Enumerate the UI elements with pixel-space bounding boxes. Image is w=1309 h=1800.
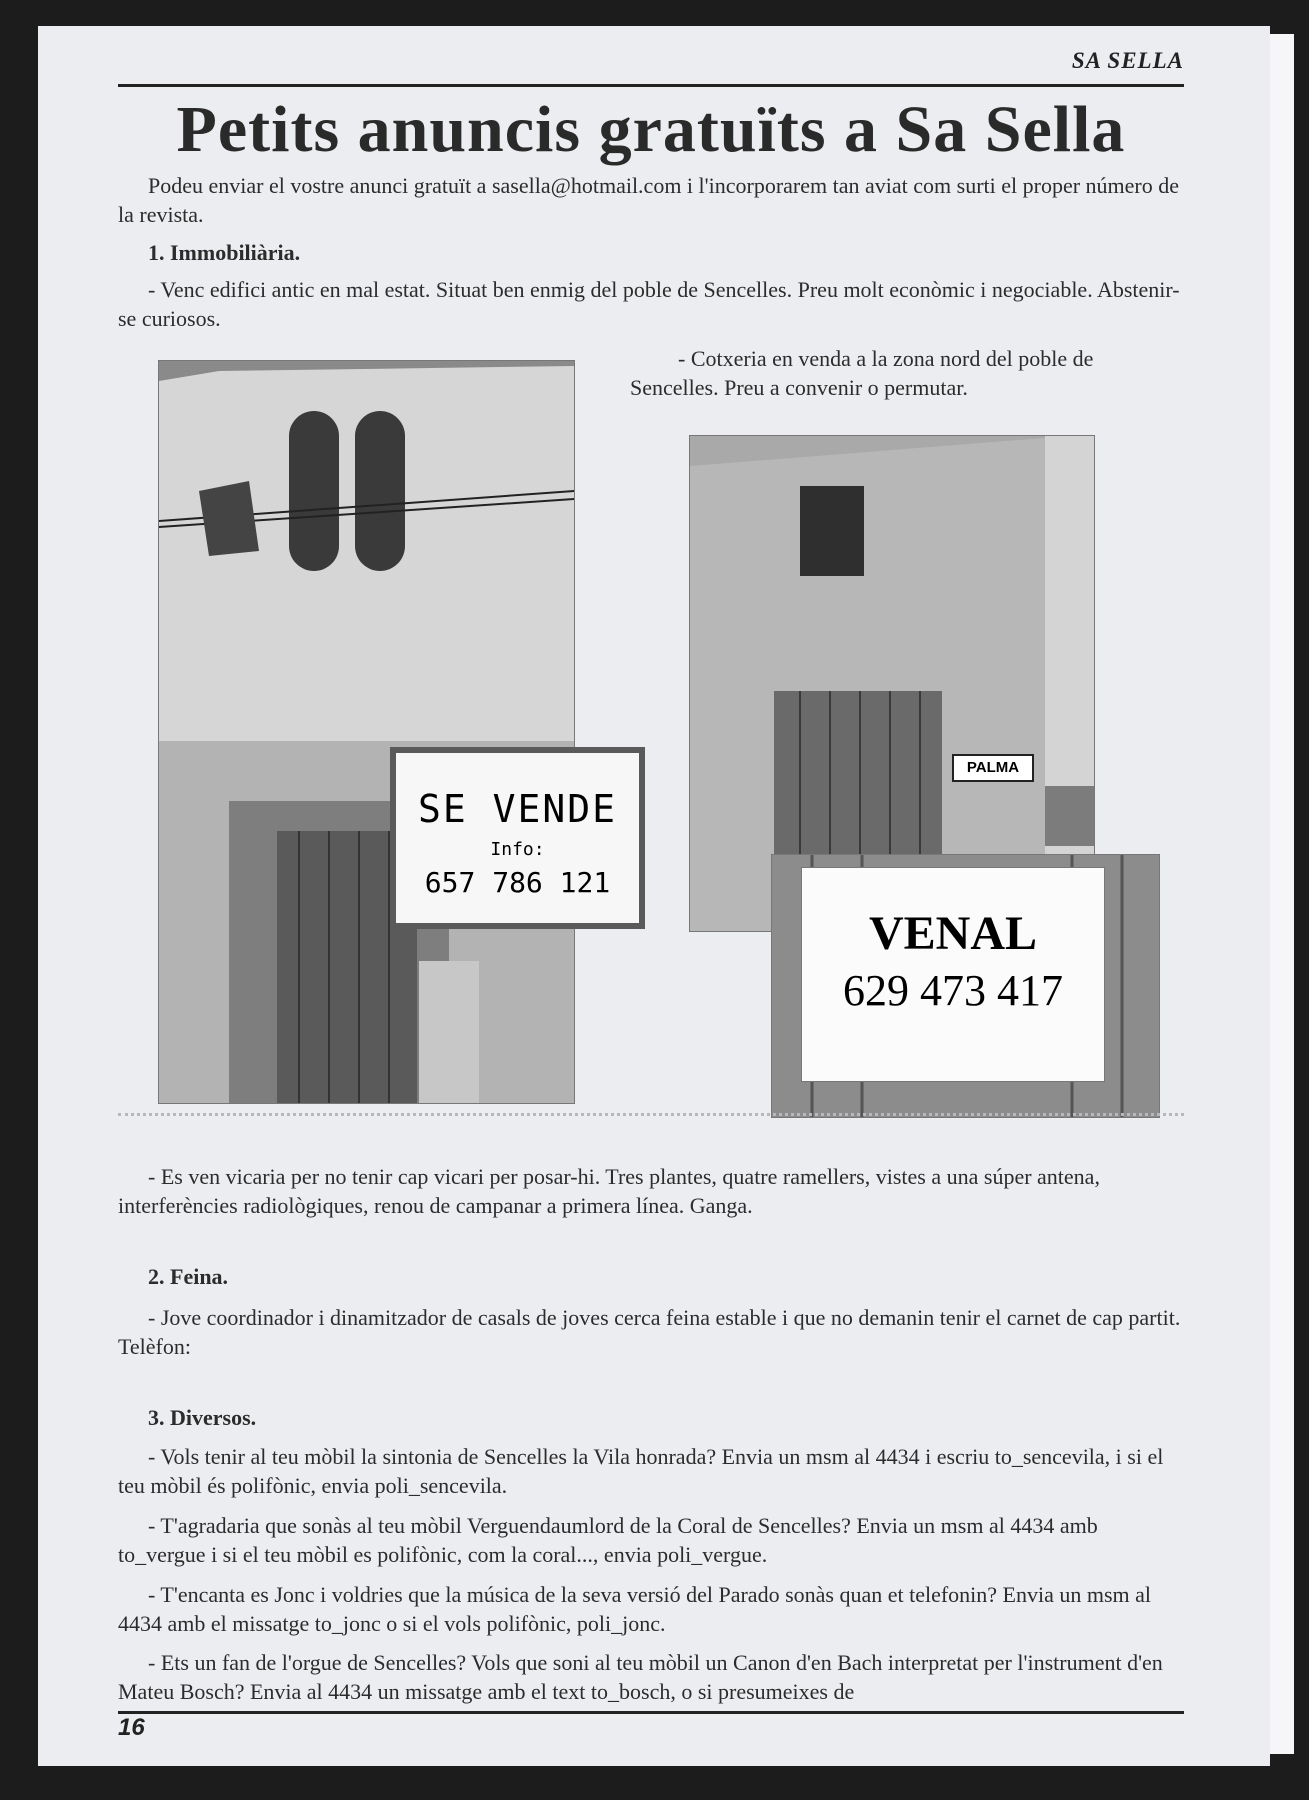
dotted-separator [118,1113,1184,1116]
page-title: Petits anuncis gratuïts a Sa Sella [176,93,1126,166]
ad-2: - Cotxeria en venda a la zona nord del poble de Sencelles. Preu a convenir o permutar. [630,346,1094,400]
palma-road-sign: PALMA [952,754,1034,782]
ad-5: - Vols tenir al teu mòbil la sintonia de Sencelles la Vila honrada? Envia un msm al 4434 i escriu to_sencevila, i si el teu mòbil és polifònic, envia poli_sencevila. [118,1444,1164,1498]
building-illustration [159,361,574,1103]
se-vende-sign [390,747,645,929]
intro-paragraph: Podeu enviar el vostre anunci gratuït a sasella@hotmail.com i l'incorporarem tan aviat com surti el proper número de la revista. [118,173,1180,227]
bottom-rule [118,1711,1184,1714]
ad-3: - Es ven vicaria per no tenir cap vicari per posar-hi. Tres plantes, quatre ramellers, vistes a una súper antena, interferències radiològiques, renou de campanar a primera línea. Ganga. [118,1164,1100,1218]
running-head: SA SELLA [1071,48,1184,73]
sign-title: VENAL [868,907,1038,960]
ad-7: - T'encanta es Jonc i voldries que la música de la seva versió del Parado sonàs quan et telefonin? Envia un msm al 4434 amb el missatge to_jonc o si el vols polifònic, poli_jonc. [118,1582,1152,1636]
sign-phone: 629 473 417 [843,966,1063,1015]
ad-8: - Ets un fan de l'orgue de Sencelles? Vols que soni al teu mòbil un Canon d'en Bach interpretat per l'instrument d'en Mateu Bosch? Envia al 4434 un missatge amb el text to_bosch, o si presumeixes de [118,1650,1163,1704]
ad-1: - Venc edifici antic en mal estat. Situat ben enmig del poble de Sencelles. Preu molt econòmic i negociable. Abstenir-se curiosos. [118,277,1180,331]
ad-4: - Jove coordinador i dinamitzador de casals de joves cerca feina estable i que no demanin tenir el carnet de cap partit. Telèfon: [118,1305,1181,1359]
page-edge [1270,34,1294,1754]
sign-phone: 657 786 121 [424,866,611,899]
ad-6: - T'agradaria que sonàs al teu mòbil Verguendaumlord de la Coral de Sencelles? Envia un msm al 4434 amb to_vergue i si el teu mòbil es polifònic, com la coral..., envia poli_vergue. [118,1513,1098,1567]
section-heading-2: 2. Feina. [148,1264,229,1289]
photo-old-building [158,360,575,1104]
sign-info: Info: [490,839,545,860]
venal-sign [801,867,1105,1082]
page-number: 16 [118,1714,145,1741]
top-rule [118,84,1184,87]
section-heading-1: 1. Immobiliària. [148,240,301,265]
sign-title: SE VENDE [417,787,618,831]
section-heading-3: 3. Diversos. [148,1405,257,1430]
